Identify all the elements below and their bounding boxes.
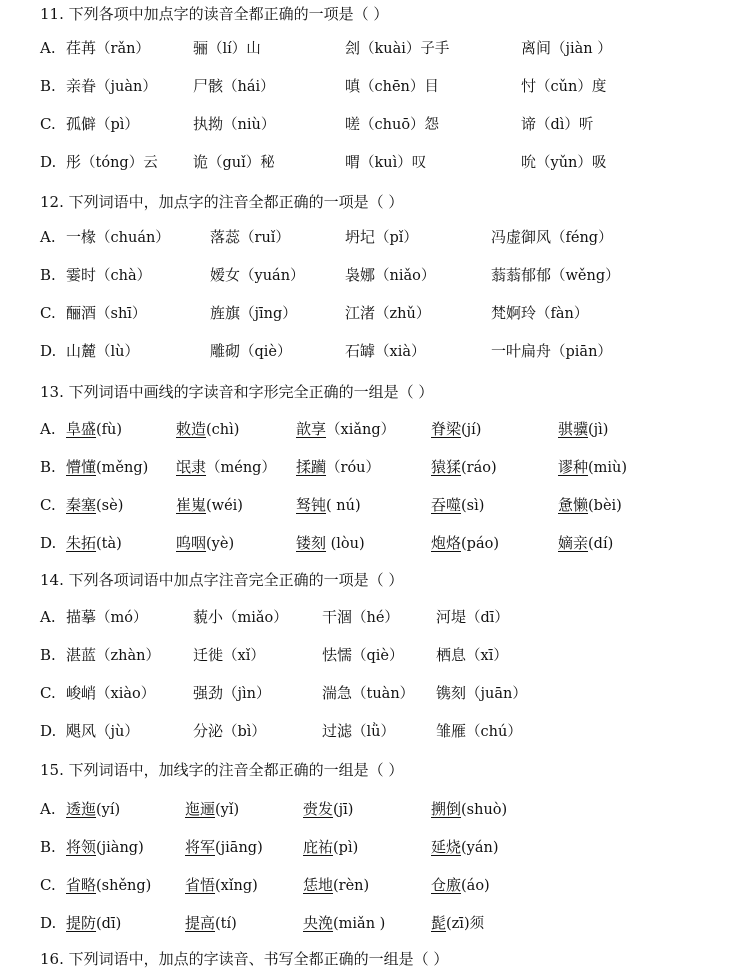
word-item xyxy=(521,76,606,97)
word-item xyxy=(303,837,358,858)
option-row xyxy=(0,607,733,629)
pinyin-text: (měng) xyxy=(96,460,149,476)
word-text: 彤 xyxy=(66,153,82,171)
pinyin-text: （guǐ）秘 xyxy=(208,155,275,171)
word-item xyxy=(176,419,239,440)
option-label[interactable]: C. xyxy=(40,304,56,322)
word-item xyxy=(66,645,160,666)
word-text: 吮 xyxy=(521,153,537,171)
pinyin-text: （juān） xyxy=(466,686,527,702)
word-text: 骐骥 xyxy=(558,420,589,438)
option-row xyxy=(0,913,733,935)
pinyin-text: （féng） xyxy=(551,230,613,246)
pinyin-text: (páo) xyxy=(461,536,499,552)
pinyin-text: （chú） xyxy=(466,724,522,740)
pinyin-text: （zhàn） xyxy=(96,648,160,664)
word-text: 飓风 xyxy=(66,722,97,740)
pinyin-text: （shī） xyxy=(96,306,147,322)
word-text: 嗔 xyxy=(345,77,361,95)
word-text: 炮烙 xyxy=(431,534,462,552)
pinyin-text: （lǜ） xyxy=(352,724,395,740)
pinyin-text: (yè) xyxy=(206,536,235,552)
word-item xyxy=(185,837,263,858)
option-label[interactable]: D. xyxy=(40,914,57,932)
word-text: 延烧 xyxy=(431,838,462,856)
word-text: 藐小 xyxy=(193,608,224,626)
word-text: 落蕊 xyxy=(210,228,241,246)
pinyin-text: （xǐ） xyxy=(223,648,265,664)
option-label[interactable]: C. xyxy=(40,876,56,894)
word-item xyxy=(491,265,620,286)
word-item xyxy=(66,457,148,478)
pinyin-text: （niǎo） xyxy=(375,268,436,284)
pinyin-text: （dī） xyxy=(466,610,509,626)
option-row xyxy=(0,645,733,667)
option-row xyxy=(0,419,733,441)
word-item xyxy=(436,683,527,704)
pinyin-text: (miǎn ) xyxy=(333,916,386,932)
word-text: 执拗 xyxy=(193,115,224,133)
word-text: 赍发 xyxy=(303,800,334,818)
pinyin-text: （yuán） xyxy=(240,268,305,284)
word-text: 歆享 xyxy=(296,420,327,438)
word-text: 驽钝 xyxy=(296,496,327,514)
word-item xyxy=(193,38,261,59)
pinyin-text: （méng） xyxy=(206,460,276,476)
word-item xyxy=(345,114,439,135)
pinyin-text: （fàn） xyxy=(536,306,589,322)
word-item xyxy=(185,799,239,820)
word-item xyxy=(185,913,237,934)
word-text: 朱拓 xyxy=(66,534,97,552)
word-text: 镂刻 xyxy=(296,534,327,552)
pinyin-text: (yán) xyxy=(461,840,499,856)
word-item xyxy=(210,227,290,248)
pinyin-text: (tí) xyxy=(215,916,237,932)
option-label[interactable]: A. xyxy=(40,228,56,246)
option-label[interactable]: A. xyxy=(40,39,56,57)
pinyin-text: （jiàn ） xyxy=(551,41,612,57)
pinyin-text: （qiè） xyxy=(352,648,404,664)
word-text: 河堤 xyxy=(436,608,467,626)
pinyin-text: (bèi) xyxy=(588,498,622,514)
word-item xyxy=(345,227,418,248)
word-text: 干涸 xyxy=(322,608,353,626)
pinyin-text: （mó） xyxy=(96,610,148,626)
word-item xyxy=(491,303,588,324)
word-item xyxy=(66,683,155,704)
word-item xyxy=(66,38,150,59)
word-item xyxy=(436,607,509,628)
word-item xyxy=(66,227,170,248)
word-text: 过滤 xyxy=(322,722,353,740)
pinyin-text: (jì) xyxy=(588,422,609,438)
option-row xyxy=(0,533,733,555)
word-item xyxy=(345,76,439,97)
pinyin-text: （ruǐ） xyxy=(240,230,290,246)
word-text: 忖 xyxy=(521,77,537,95)
word-item xyxy=(345,265,435,286)
word-text: 氓隶 xyxy=(176,458,207,476)
pinyin-text: (jiàng) xyxy=(96,840,144,856)
pinyin-text: （dì）听 xyxy=(536,117,594,133)
word-item xyxy=(345,38,449,59)
word-text: 省悟 xyxy=(185,876,216,894)
word-text: 将领 xyxy=(66,838,97,856)
pinyin-text: ( nú) xyxy=(326,498,361,514)
word-item xyxy=(193,683,271,704)
pinyin-text: （qiè） xyxy=(240,344,292,360)
word-text: 秦塞 xyxy=(66,496,97,514)
word-item xyxy=(436,645,508,666)
word-text: 描摹 xyxy=(66,608,97,626)
word-item xyxy=(193,114,275,135)
option-label[interactable]: A. xyxy=(40,800,56,818)
option-row xyxy=(0,341,733,363)
option-label[interactable]: D. xyxy=(40,534,57,552)
word-text: 山麓 xyxy=(66,342,97,360)
option-row xyxy=(0,495,733,517)
word-item xyxy=(431,913,484,934)
word-item xyxy=(193,152,275,173)
pinyin-text: （chà） xyxy=(96,268,152,284)
pinyin-text: (yǐ) xyxy=(215,802,240,818)
word-item xyxy=(431,875,490,896)
word-item xyxy=(345,341,425,362)
word-text: 峻峭 xyxy=(66,684,97,702)
word-text: 央浼 xyxy=(303,914,334,932)
word-item xyxy=(296,495,361,516)
word-text: 迤逦 xyxy=(185,800,216,818)
word-item xyxy=(210,303,297,324)
word-text: 石罅 xyxy=(345,342,376,360)
word-item xyxy=(521,38,612,59)
word-text: 镌刻 xyxy=(436,684,467,702)
word-text: 仓廒 xyxy=(431,876,462,894)
word-item xyxy=(431,533,499,554)
option-row xyxy=(0,76,733,98)
word-item xyxy=(296,419,395,440)
question-title: 11. 下列各项中加点字的读音全都正确的一项是（ ） xyxy=(40,5,389,23)
pinyin-text: （tóng）云 xyxy=(81,155,158,171)
pinyin-text: （juàn） xyxy=(96,79,157,95)
word-item xyxy=(345,152,426,173)
pinyin-text: （kuì）叹 xyxy=(360,155,427,171)
word-text: 恁地 xyxy=(303,876,334,894)
pinyin-text: (jiāng) xyxy=(215,840,263,856)
word-text: 一叶扁舟 xyxy=(491,342,552,360)
word-text: 喟 xyxy=(345,153,361,171)
pinyin-text: (yí) xyxy=(96,802,121,818)
word-text: 一椽 xyxy=(66,228,97,246)
pinyin-text: （xiǎng） xyxy=(326,422,396,438)
word-item xyxy=(303,799,353,820)
word-item xyxy=(436,721,522,742)
pinyin-text: （lù） xyxy=(96,344,139,360)
pinyin-text: （lí）山 xyxy=(208,41,261,57)
word-item xyxy=(558,419,608,440)
pinyin-text: (áo) xyxy=(461,878,490,894)
pinyin-text: （miǎo） xyxy=(223,610,288,626)
pinyin-text: （yǔn）吸 xyxy=(536,155,607,171)
pinyin-text: （pǐ） xyxy=(375,230,418,246)
pinyin-text: （rǎn） xyxy=(96,41,150,57)
word-item xyxy=(66,341,139,362)
option-row xyxy=(0,799,733,821)
option-label[interactable]: A. xyxy=(40,420,56,438)
word-item xyxy=(66,837,144,858)
pinyin-text: (dī) xyxy=(96,916,122,932)
word-item xyxy=(431,457,497,478)
word-item xyxy=(322,683,414,704)
pinyin-text: (sè) xyxy=(96,498,124,514)
word-text: 雕砌 xyxy=(210,342,241,360)
word-text: 崔嵬 xyxy=(176,496,207,514)
word-text: 搠倒 xyxy=(431,800,462,818)
word-text: 髭 xyxy=(431,914,447,932)
word-item xyxy=(66,152,158,173)
word-item xyxy=(66,607,148,628)
pinyin-text: （hái） xyxy=(223,79,275,95)
word-text: 雏雁 xyxy=(436,722,467,740)
word-text: 诡 xyxy=(193,153,209,171)
option-label[interactable]: B. xyxy=(40,458,56,476)
pinyin-text: （cǔn）度 xyxy=(536,79,607,95)
option-label[interactable]: C. xyxy=(40,496,56,514)
word-text: 惫懒 xyxy=(558,496,589,514)
word-text: 脊梁 xyxy=(431,420,462,438)
word-text: 谬种 xyxy=(558,458,589,476)
word-item xyxy=(176,533,234,554)
word-text: 提防 xyxy=(66,914,97,932)
pinyin-text: （piān） xyxy=(551,344,612,360)
option-row xyxy=(0,227,733,249)
question-title: 12. 下列词语中，加点字的注音全都正确的一项是（ ） xyxy=(40,193,404,211)
word-text: 栖息 xyxy=(436,646,467,664)
word-item xyxy=(303,913,385,934)
pinyin-text: （chēn）目 xyxy=(360,79,439,95)
word-text: 强劲 xyxy=(193,684,224,702)
word-text: 揉躏 xyxy=(296,458,327,476)
word-item xyxy=(66,265,151,286)
word-item xyxy=(66,913,121,934)
word-text: 敕造 xyxy=(176,420,207,438)
word-text: 吞噬 xyxy=(431,496,462,514)
word-text: 透迤 xyxy=(66,800,97,818)
word-item xyxy=(558,495,622,516)
pinyin-text: （jù） xyxy=(96,724,139,740)
pinyin-text: （wěng） xyxy=(551,268,620,284)
pinyin-text: (jī) xyxy=(333,802,354,818)
pinyin-text: （zhǔ） xyxy=(375,306,431,322)
pinyin-text: (miù) xyxy=(588,460,628,476)
word-text: 荏苒 xyxy=(66,39,97,57)
word-text: 嫡亲 xyxy=(558,534,589,552)
word-text: 怯懦 xyxy=(322,646,353,664)
option-label[interactable]: C. xyxy=(40,684,56,702)
word-item xyxy=(176,495,243,516)
word-text: 湛蓝 xyxy=(66,646,97,664)
word-item xyxy=(322,645,404,666)
word-text: 酾酒 xyxy=(66,304,97,322)
word-item xyxy=(210,265,305,286)
option-row xyxy=(0,457,733,479)
word-item xyxy=(193,721,266,742)
word-item xyxy=(66,799,120,820)
pinyin-text: （chuō）怨 xyxy=(360,117,440,133)
word-item xyxy=(66,875,151,896)
word-item xyxy=(558,533,613,554)
word-text: 霎时 xyxy=(66,266,97,284)
word-item xyxy=(66,303,146,324)
word-text: 坍圮 xyxy=(345,228,376,246)
pinyin-text: （xī） xyxy=(466,648,508,664)
option-label[interactable]: D. xyxy=(40,153,57,171)
word-text: 蓊蓊郁郁 xyxy=(491,266,552,284)
option-row xyxy=(0,265,733,287)
pinyin-text: (lòu) xyxy=(326,536,365,552)
pinyin-text: (wéi) xyxy=(206,498,243,514)
option-label[interactable]: D. xyxy=(40,722,57,740)
word-text: 懵懂 xyxy=(66,458,97,476)
word-item xyxy=(66,76,157,97)
question-title: 13. 下列词语中画线的字读音和字形完全正确的一组是（ ） xyxy=(40,383,434,401)
pinyin-text: (sì) xyxy=(461,498,485,514)
pinyin-text: (chì) xyxy=(206,422,240,438)
word-item xyxy=(185,875,258,896)
word-text: 省略 xyxy=(66,876,97,894)
option-label[interactable]: B. xyxy=(40,266,56,284)
pinyin-text: （kuài）子手 xyxy=(360,41,450,57)
word-text: 冯虚御风 xyxy=(491,228,552,246)
pinyin-text: （xiào） xyxy=(96,686,156,702)
pinyin-text: （pì） xyxy=(96,117,139,133)
word-text: 旌旗 xyxy=(210,304,241,322)
option-label[interactable]: C. xyxy=(40,115,56,133)
pinyin-text: (rèn) xyxy=(333,878,370,894)
word-text: 提高 xyxy=(185,914,216,932)
pinyin-text: （jìn） xyxy=(223,686,271,702)
option-row xyxy=(0,875,733,897)
word-item xyxy=(66,721,139,742)
pinyin-text: （jīng） xyxy=(240,306,297,322)
word-item xyxy=(521,114,593,135)
word-text: 分泌 xyxy=(193,722,224,740)
word-text: 孤僻 xyxy=(66,115,97,133)
pinyin-text: (pì) xyxy=(333,840,359,856)
word-text: 谛 xyxy=(521,115,537,133)
option-label[interactable]: B. xyxy=(40,77,56,95)
pinyin-text: （hé） xyxy=(352,610,399,626)
option-row xyxy=(0,303,733,325)
pinyin-text: (jí) xyxy=(461,422,482,438)
word-text: 迁徙 xyxy=(193,646,224,664)
word-item xyxy=(431,495,484,516)
option-row xyxy=(0,152,733,174)
word-item xyxy=(322,721,395,742)
option-label[interactable]: A. xyxy=(40,608,56,626)
pinyin-text: (ráo) xyxy=(461,460,497,476)
pinyin-text: （chuán） xyxy=(96,230,170,246)
word-item xyxy=(193,645,265,666)
option-label[interactable]: B. xyxy=(40,646,56,664)
pinyin-text: （tuàn） xyxy=(352,686,415,702)
word-text: 湍急 xyxy=(322,684,353,702)
word-item xyxy=(558,457,627,478)
word-item xyxy=(431,799,507,820)
pinyin-text: (fù) xyxy=(96,422,123,438)
word-text: 庇祐 xyxy=(303,838,334,856)
option-row xyxy=(0,721,733,743)
question-title: 15. 下列词语中，加线字的注音全都正确的一组是（ ） xyxy=(40,761,404,779)
word-text: 阜盛 xyxy=(66,420,97,438)
word-item xyxy=(491,227,613,248)
option-label[interactable]: B. xyxy=(40,838,56,856)
pinyin-text: (shěng) xyxy=(96,878,152,894)
option-row xyxy=(0,114,733,136)
word-item xyxy=(296,533,365,554)
word-text: 梵婀玲 xyxy=(491,304,537,322)
word-text: 骊 xyxy=(193,39,209,57)
word-item xyxy=(521,152,606,173)
option-row xyxy=(0,38,733,60)
pinyin-text: (zī)须 xyxy=(446,916,485,932)
word-text: 猿猱 xyxy=(431,458,462,476)
word-item xyxy=(66,114,139,135)
word-text: 呜咽 xyxy=(176,534,207,552)
word-text: 刽 xyxy=(345,39,361,57)
word-item xyxy=(322,607,399,628)
pinyin-text: (shuò) xyxy=(461,802,508,818)
word-item xyxy=(431,837,499,858)
word-item xyxy=(66,495,123,516)
word-text: 嫒女 xyxy=(210,266,241,284)
option-row xyxy=(0,837,733,859)
word-text: 亲眷 xyxy=(66,77,97,95)
word-item xyxy=(345,303,430,324)
word-item xyxy=(193,76,275,97)
option-label[interactable]: D. xyxy=(40,342,57,360)
question-title: 16. 下列词语中，加点的字读音、书写全都正确的一组是（ ） xyxy=(40,950,449,968)
word-text: 江渚 xyxy=(345,304,376,322)
pinyin-text: （xià） xyxy=(375,344,426,360)
pinyin-text: (tà) xyxy=(96,536,122,552)
pinyin-text: （niù） xyxy=(223,117,276,133)
word-item xyxy=(66,419,122,440)
question-title: 14. 下列各项词语中加点字注音完全正确的一项是（ ） xyxy=(40,571,404,589)
option-row xyxy=(0,683,733,705)
word-text: 将军 xyxy=(185,838,216,856)
word-item xyxy=(491,341,612,362)
word-text: 离间 xyxy=(521,39,552,57)
pinyin-text: (dí) xyxy=(588,536,614,552)
pinyin-text: （róu） xyxy=(326,460,381,476)
word-item xyxy=(66,533,122,554)
word-item xyxy=(303,875,369,896)
word-item xyxy=(296,457,380,478)
word-item xyxy=(210,341,292,362)
pinyin-text: (xǐng) xyxy=(215,878,258,894)
word-item xyxy=(193,607,288,628)
word-text: 袅娜 xyxy=(345,266,376,284)
word-item xyxy=(176,457,276,478)
word-item xyxy=(431,419,481,440)
pinyin-text: （bì） xyxy=(223,724,266,740)
word-text: 尸骸 xyxy=(193,77,224,95)
word-text: 嗟 xyxy=(345,115,361,133)
